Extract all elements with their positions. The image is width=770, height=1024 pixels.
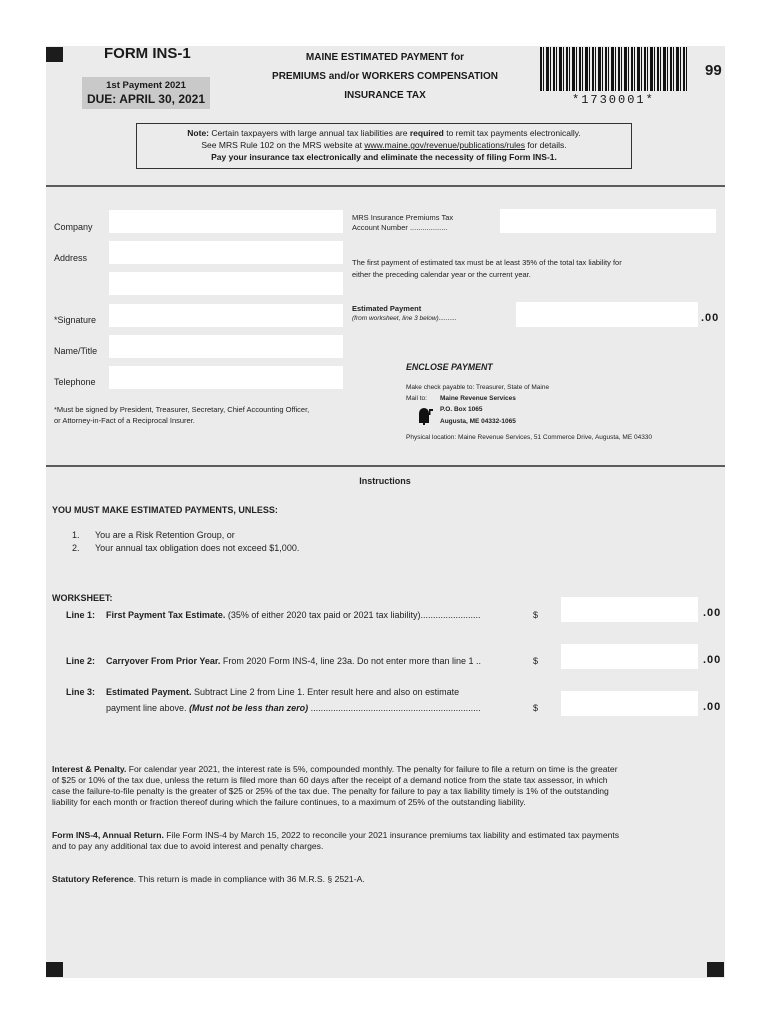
form-title: FORM INS-1: [104, 45, 191, 62]
main-title-line-2: PREMIUMS and/or WORKERS COMPENSATION: [272, 71, 498, 82]
line-2-text: Carryover From Prior Year. From 2020 Form INS-4, line 23a. Do not enter more than line 1 ..: [106, 656, 482, 666]
registration-mark-bottom-left: [46, 962, 63, 977]
exception-item-1-num: 1.: [72, 530, 80, 540]
interest-line-2: of $25 or 10% of the tax due, unless the return is filed more than 60 days after the receipt of a demand notice from the state tax assessor, in which: [52, 775, 608, 785]
name-title-field[interactable]: [109, 335, 343, 358]
telephone-field[interactable]: [109, 366, 343, 389]
worksheet-title: WORKSHEET:: [52, 593, 113, 603]
mailbox-icon: [414, 405, 434, 425]
address-label: Address: [54, 253, 88, 263]
line-1-text: First Payment Tax Estimate. (35% of either 2020 tax paid or 2021 tax liability)........................: [106, 610, 481, 620]
name-title-label: Name/Title: [54, 346, 98, 356]
note-line-3: Pay your insurance tax electronically and eliminate the necessity of filing Form INS-1.: [211, 152, 557, 162]
exception-item-2-num: 2.: [72, 543, 80, 553]
address-field-2[interactable]: [109, 272, 343, 295]
form-number: 99: [705, 62, 722, 79]
due-date: DUE: APRIL 30, 2021: [86, 92, 206, 106]
mail-to-label: Mail to:: [406, 395, 427, 402]
signature-field[interactable]: [109, 304, 343, 327]
physical-location: Physical location: Maine Revenue Services, 51 Commerce Drive, Augusta, ME 04330: [406, 434, 653, 441]
account-number-label-1: MRS Insurance Premiums Tax: [352, 213, 454, 222]
line-3-field[interactable]: [561, 691, 698, 716]
line-3-label: Line 3:: [66, 687, 96, 697]
line-2-label: Line 2:: [66, 656, 96, 666]
company-field[interactable]: [109, 210, 343, 233]
payment-number: 1st Payment 2021: [106, 80, 186, 91]
line-1-field[interactable]: [561, 597, 698, 622]
interest-penalty-paragraph: [52, 764, 720, 808]
divider-2: [46, 465, 725, 467]
mail-to-line-3: Augusta, ME 04332-1065: [440, 418, 516, 425]
main-title-line-3: INSURANCE TAX: [344, 90, 426, 101]
due-date-box: [82, 77, 210, 109]
annual-line-2: and to pay any additional tax due to avoid interest and penalty charges.: [52, 841, 324, 851]
telephone-label: Telephone: [54, 377, 96, 387]
estimated-payment-field[interactable]: [516, 302, 698, 327]
mrs-rules-link[interactable]: www.maine.gov/revenue/publications/rules: [364, 140, 526, 150]
line-2-cents: .00: [703, 654, 722, 666]
statutory-reference: Statutory Reference. This return is made in compliance with 36 M.R.S. § 2521-A.: [52, 874, 365, 884]
signature-note-line-2: or Attorney-in-Fact of a Reciprocal Insurer.: [54, 416, 195, 425]
main-title: [240, 48, 530, 105]
line-3-cents: .00: [703, 701, 722, 713]
payable-to: Make check payable to: Treasurer, State of Maine: [406, 384, 550, 391]
mail-to-line-2: P.O. Box 1065: [440, 406, 483, 413]
note-line-2: See MRS Rule 102 on the MRS website at www.maine.gov/revenue/publications/rules for details.: [201, 140, 567, 150]
exception-item-2: Your annual tax obligation does not exceed $1,000.: [95, 543, 300, 553]
account-number-label-2: Account Number ..................: [352, 223, 448, 232]
instructions-title: Instructions: [359, 476, 411, 486]
exception-item-1: You are a Risk Retention Group, or: [95, 530, 235, 540]
annual-return-paragraph: [52, 830, 720, 852]
estimated-payment-sub: (from worksheet, line 3 below)..........: [352, 315, 457, 322]
account-number-field[interactable]: [500, 209, 716, 233]
first-payment-text-1: The first payment of estimated tax must be at least 35% of the total tax liability for: [352, 258, 622, 267]
main-title-line-1: MAINE ESTIMATED PAYMENT for: [305, 52, 465, 63]
line-3-dollar: $: [533, 703, 539, 713]
signature-note-line-1: *Must be signed by President, Treasurer, Secretary, Chief Accounting Officer,: [54, 405, 310, 414]
annual-line-1: Form INS-4, Annual Return. File Form INS-4 by March 15, 2022 to reconcile your 2021 insurance premiums tax liability and estimated tax payments: [52, 830, 620, 840]
barcode: [540, 47, 688, 91]
interest-line-4: liability for each month or fraction thereof during which the failure continues, to a maximum of 25% of the outstanding liability.: [52, 797, 526, 807]
mail-to-line-1: Maine Revenue Services: [440, 395, 516, 402]
company-label: Company: [54, 222, 93, 232]
signature-label: *Signature: [54, 315, 97, 325]
interest-line-3: case the failure-to-file penalty is the greater of $25 or 25% of the tax due. The penalty for failure to pay a tax liability timely is 1% of the outstanding: [52, 786, 609, 796]
line-1-label: Line 1:: [66, 610, 96, 620]
line-3-continuation: payment line above. (Must not be less than zero) ....................................................................: [106, 703, 481, 713]
enclose-payment-title: ENCLOSE PAYMENT: [406, 362, 493, 372]
line-1-dollar: $: [533, 610, 539, 620]
address-field-1[interactable]: [109, 241, 343, 264]
note-line-1: Note: Certain taxpayers with large annual tax liabilities are required to remit tax payments electronically.: [187, 128, 581, 138]
divider-1: [46, 185, 725, 187]
barcode-text: *1730001*: [572, 93, 655, 107]
first-payment-text-2: either the preceding calendar year or the current year.: [352, 270, 531, 279]
registration-mark-top-left: [46, 47, 63, 62]
electronic-payment-note: [136, 123, 632, 169]
registration-mark-bottom-right: [707, 962, 724, 977]
line-2-field[interactable]: [561, 644, 698, 669]
line-1-cents: .00: [703, 607, 722, 619]
line-2-dollar: $: [533, 656, 539, 666]
interest-line-1: Interest & Penalty. For calendar year 2021, the interest rate is 5%, compounded monthly. The penalty for failure to file a return on time is the greater: [52, 764, 618, 774]
estimated-payment-label: Estimated Payment: [352, 304, 422, 313]
must-make-heading: YOU MUST MAKE ESTIMATED PAYMENTS, UNLESS:: [52, 505, 278, 515]
estimated-payment-cents: .00: [701, 312, 720, 324]
line-3-text: Estimated Payment. Subtract Line 2 from Line 1. Enter result here and also on estimate: [106, 687, 460, 697]
